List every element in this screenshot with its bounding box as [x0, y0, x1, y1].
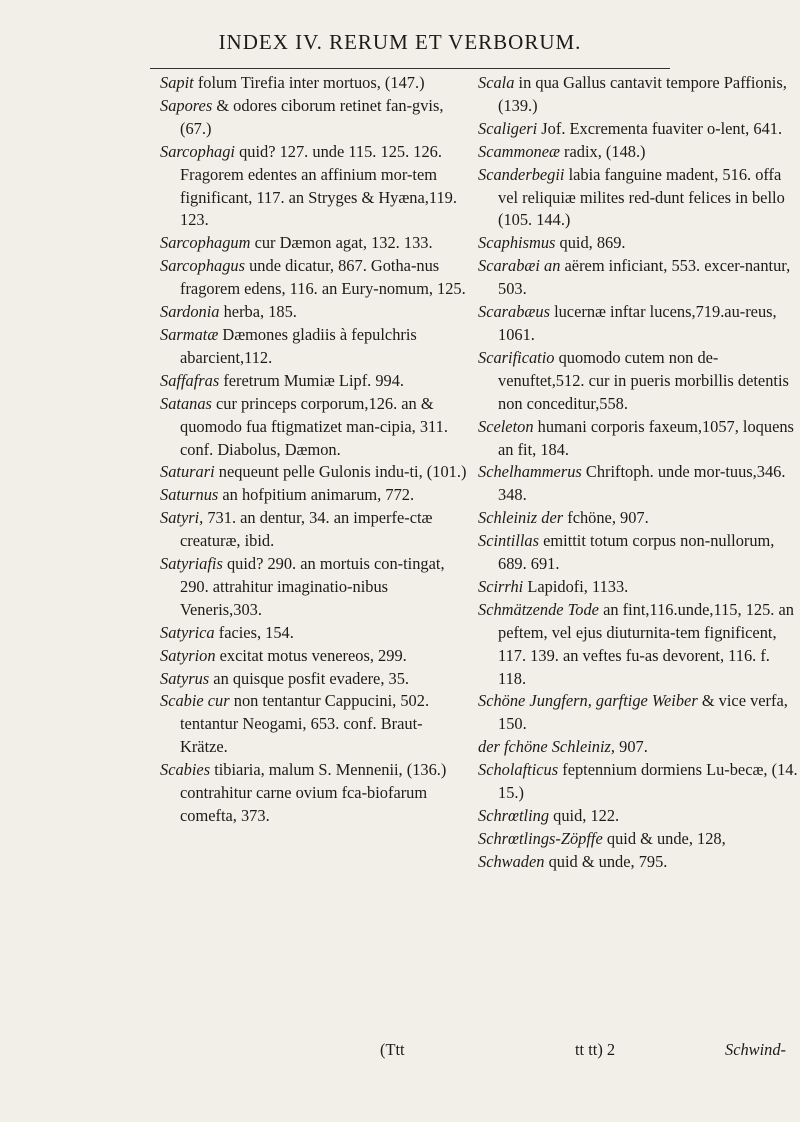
index-term: Saffafras [160, 370, 220, 390]
index-text: quid, 869. [559, 233, 626, 253]
index-term: Schöne Jungfern, garftige Weiber [478, 691, 698, 711]
header-rule [150, 68, 670, 69]
index-entry [478, 851, 800, 874]
index-term: Schrœtlings-Zöpffe [478, 828, 603, 848]
index-text: feptennium dormiens Lu-becæ, (14. 15.) [498, 760, 798, 803]
index-text: quid? 127. unde 115. 125. 126. Fragorem edentes an affinium mor-tem fignificant, 117. an Stryges & Hyæna,119. 123. [180, 141, 457, 230]
index-text: quomodo cutem non de-venuftet,512. cur in pueris morbillis detentis non conceditur,558. [498, 347, 789, 413]
index-term: Sarcophagi [160, 141, 235, 161]
index-text: radix, (148.) [564, 141, 646, 161]
index-entry [478, 507, 800, 530]
index-term: Sarcophagum [160, 233, 251, 253]
index-entry [478, 141, 800, 164]
index-term: Scarificatio [478, 347, 555, 367]
index-text: aërem inficiant, 553. excer-nantur, 503. [498, 256, 791, 299]
index-text: & odores ciborum retinet fan-gvis,(67.) [180, 95, 444, 138]
signature-mark: (Ttt [380, 1040, 405, 1059]
index-text: & vice verfa, 150. [498, 691, 788, 734]
index-entry [160, 645, 470, 668]
index-text: 907. [619, 737, 648, 757]
index-entry [478, 736, 800, 759]
index-entry [478, 530, 800, 576]
index-entry [160, 95, 470, 141]
index-term: Schwaden [478, 851, 545, 871]
index-term: Scammoneæ [478, 141, 560, 161]
index-text: cur Dæmon agat, 132. 133. [254, 233, 433, 253]
index-term: Satyrion [160, 645, 216, 665]
index-entry [160, 370, 470, 393]
index-entry [160, 393, 470, 462]
index-text: quid & unde, 128, [606, 828, 726, 848]
index-term: Satyri, [160, 508, 204, 528]
index-text: Jof. Excrementa fuaviter o-lent, 641. [541, 118, 783, 138]
index-entry [478, 690, 800, 736]
index-term: Scabie cur [160, 691, 230, 711]
index-entry [160, 553, 470, 622]
index-term: Sarmatæ [160, 324, 219, 344]
index-text: in qua Gallus cantavit tempore Paffionis, (139.) [498, 73, 787, 115]
index-text: humani corporis faxeum,1057, loquens an fit, 184. [498, 416, 794, 459]
index-entry [478, 301, 800, 347]
index-text: non tentantur Cappucini, 502. tentantur Neogami, 653. conf. Braut-Krätze. [180, 691, 430, 757]
index-term: Saturari [160, 462, 215, 482]
left-column [160, 72, 470, 828]
index-text: quid? 290. an mortuis con-tingat, 290. attrahitur imaginatio-nibus Veneris,303. [180, 554, 445, 619]
index-text: Dæmones gladiis à fepulchris abarcient,112. [180, 324, 417, 367]
index-entry [478, 72, 800, 118]
index-term: Scirrhi [478, 576, 524, 596]
index-entry [160, 232, 470, 255]
index-text: Chriftoph. unde mor-tuus,346. 348. [498, 462, 786, 505]
running-head: INDEX IV. RERUM ET VERBORUM. [218, 30, 582, 54]
index-entry [478, 828, 800, 851]
right-column [478, 72, 800, 874]
index-text: fchöne, 907. [567, 508, 649, 528]
index-entry [160, 301, 470, 324]
index-entry [160, 759, 470, 828]
index-text: lucernæ inftar lucens,719.au-reus, 1061. [498, 302, 777, 344]
index-entry [478, 118, 800, 141]
index-term: Scholafticus [478, 760, 559, 780]
index-entry [478, 164, 800, 233]
index-entry [160, 690, 470, 759]
index-entry [160, 255, 470, 301]
index-term: Sardonia [160, 302, 220, 322]
index-entry [478, 255, 800, 301]
index-text: folum Tirefia inter mortuos, (147.) [197, 73, 425, 92]
index-term: Scabies [160, 760, 211, 780]
index-text: labia fanguine madent, 516. offa vel reliquiæ milites red-dunt felices in bello (105. 144.) [498, 164, 785, 230]
index-term: Schleiniz der [478, 508, 564, 528]
index-entry [478, 347, 800, 416]
index-text: nequeunt pelle Gulonis indu-ti, (101.) [218, 462, 467, 482]
index-entry [478, 805, 800, 828]
index-term: Saturnus [160, 485, 219, 505]
index-text: emittit totum corpus non-nullorum, 689. 691. [498, 531, 775, 574]
index-term: Scintillas [478, 531, 540, 551]
index-entry [160, 622, 470, 645]
index-term: Sapores [160, 95, 213, 115]
index-term: Sceleton [478, 416, 534, 436]
index-term: Satanas [160, 393, 212, 413]
index-term: Sarcophagus [160, 256, 245, 276]
index-text: an quisque posfit evadere, 35. [213, 668, 410, 688]
index-term: Scaphismus [478, 233, 556, 253]
index-text: tibiaria, malum S. Mennenii, (136.) contrahitur carne ovium fca-biofarum comefta, 373. [180, 760, 447, 825]
index-text: Lapidofi, 1133. [527, 576, 629, 596]
index-text: an fint,116.unde,115, 125. an peftem, vel ejus diuturnita-tem fignificent, 117. 139. an veftes fu-as devorent, 116. f. 118. [498, 599, 794, 688]
index-entry [160, 141, 470, 233]
catchword: Schwind- [725, 1040, 787, 1059]
index-text: facies, 154. [218, 622, 294, 642]
index-entry [160, 72, 470, 95]
index-term: der fchöne Schleiniz, [478, 737, 616, 757]
index-term: Scala [478, 73, 515, 92]
index-entry [160, 324, 470, 370]
index-term: Schmätzende Tode [478, 599, 599, 619]
index-entry [478, 759, 800, 805]
index-text: feretrum Mumiæ Lipf. 994. [223, 370, 405, 390]
index-text: an hofpitium animarum, 772. [222, 485, 415, 505]
index-entry [478, 599, 800, 691]
index-entry [478, 232, 800, 255]
index-text: quid, 122. [553, 806, 620, 825]
index-entry [160, 507, 470, 553]
index-term: Schelhammerus [478, 462, 582, 482]
index-entry [478, 461, 800, 507]
index-term: Scarabæi an [478, 256, 561, 276]
index-text: cur princeps corporum,126. an & quomodo fua ftigmatizet man-cipia, 311. conf. Diabolus, Dæmon. [180, 393, 448, 459]
index-term: Scanderbegii [478, 164, 565, 184]
index-text: herba, 185. [223, 302, 297, 322]
index-entry [160, 668, 470, 691]
index-term: Scarabæus [478, 302, 550, 322]
index-entry [478, 416, 800, 462]
index-term: Satyriafis [160, 554, 223, 574]
index-text: 731. an dentur, 34. an imperfe-ctæ creaturæ, ibid. [180, 508, 433, 551]
index-term: Satyrus [160, 668, 210, 688]
index-term: Sapit [160, 73, 194, 92]
index-entry [478, 576, 800, 599]
index-term: Scaligeri [478, 118, 538, 138]
index-term: Satyrica [160, 622, 215, 642]
index-term: Schrœtling [478, 806, 550, 825]
index-text: unde dicatur, 867. Gotha-nus fragorem edens, 116. an Eury-nomum, 125. [180, 256, 466, 299]
signature-mark-2: tt tt) 2 [575, 1040, 616, 1059]
index-entry [160, 484, 470, 507]
index-entry [160, 461, 470, 484]
index-text: excitat motus venereos, 299. [219, 645, 407, 665]
index-text: quid & unde, 795. [548, 851, 668, 871]
